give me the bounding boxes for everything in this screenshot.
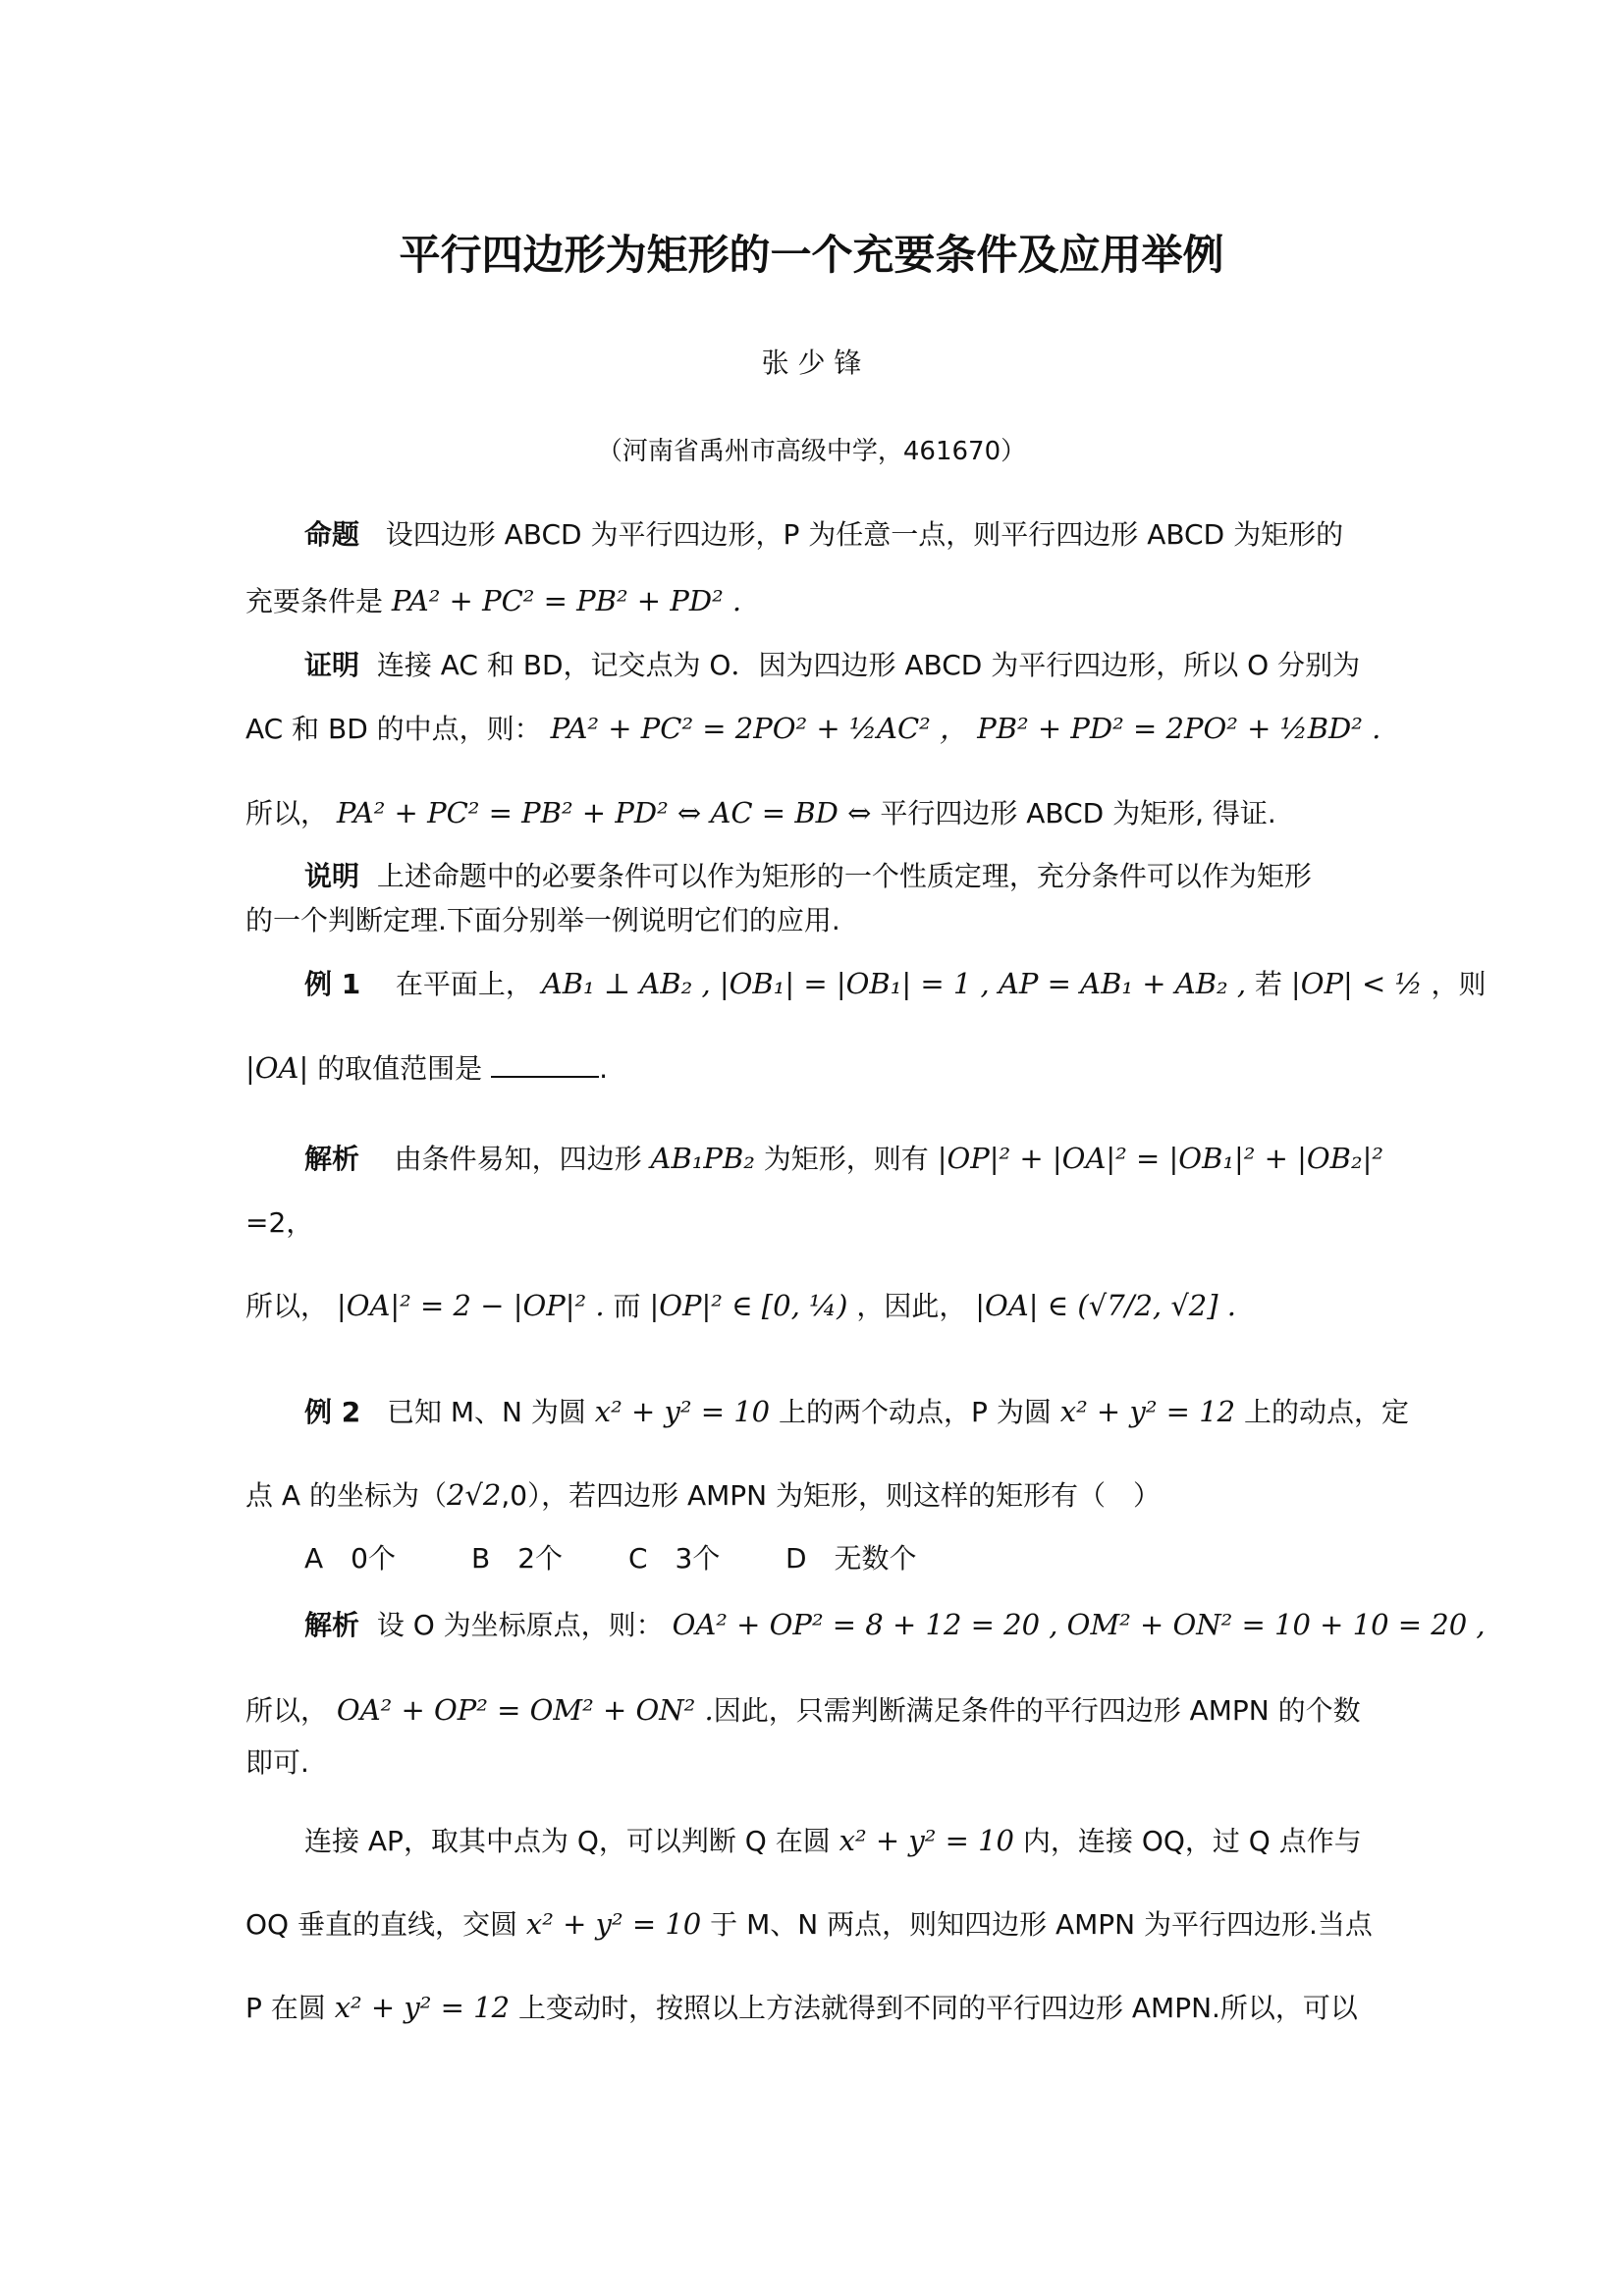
solution1-formula-1a: AB₁PB₂ bbox=[650, 1142, 755, 1175]
solution1-text-3a: 所以， bbox=[245, 1290, 329, 1322]
example1-end: . bbox=[599, 1052, 608, 1085]
example1-label: 例 1 bbox=[304, 968, 361, 1000]
solution2-p3b: 于 M、N 两点，则知四边形 AMPN 为平行四边形.当点 bbox=[710, 1908, 1373, 1941]
solution1-label: 解析 bbox=[304, 1143, 360, 1175]
solution2-p4-formula: x² + y² = 12 bbox=[334, 1991, 511, 2024]
proposition-label: 命题 bbox=[304, 518, 360, 551]
solution1-text-1b: 为矩形，则有 bbox=[763, 1143, 929, 1175]
solution2-para2-line-1 bbox=[304, 1821, 1362, 1861]
solution1-text-3c: ，因此， bbox=[856, 1290, 967, 1322]
note-line-1 bbox=[304, 857, 1312, 896]
note-text-2: 的一个判断定理.下面分别举一例说明它们的应用. bbox=[245, 904, 840, 936]
solution1-text-2: =2， bbox=[245, 1206, 314, 1239]
solution2-text-1a: 设 O 为坐标原点，则： bbox=[376, 1609, 664, 1641]
proof-formula-3: PA² + PC² = PB² + PD² ⇔ AC = BD ⇔ bbox=[336, 796, 872, 829]
proof-line-2 bbox=[245, 709, 1380, 749]
solution2-line-2 bbox=[245, 1690, 1361, 1731]
note-text-1: 上述命题中的必要条件可以作为矩形的一个性质定理，充分条件可以作为矩形 bbox=[376, 860, 1312, 892]
option-d: D 无数个 bbox=[785, 1542, 917, 1575]
example1-formula-2: |OA| bbox=[245, 1051, 309, 1085]
solution1-formula-3b: |OP|² ∈ [0, ¼) bbox=[649, 1289, 848, 1322]
solution2-p2b: 内，连接 OQ，过 Q 点作与 bbox=[1022, 1825, 1362, 1857]
proof-label: 证明 bbox=[304, 649, 360, 681]
example1-formula-1: AB₁ ⊥ AB₂ , |OB₁| = |OB₁| = 1 , AP = AB₁ + AB₂ , bbox=[541, 967, 1247, 1000]
note-label: 说明 bbox=[304, 860, 360, 892]
proof-line-1 bbox=[304, 646, 1360, 685]
proposition-formula: PA² + PC² = PB² + PD² . bbox=[391, 584, 742, 617]
solution1-line-2 bbox=[245, 1203, 313, 1243]
example2-text-2a: 点 A 的坐标为（ bbox=[245, 1479, 447, 1512]
proof-text-3: 所以， bbox=[245, 797, 329, 829]
example1-text-2: 的取值范围是 bbox=[317, 1052, 483, 1085]
example2-label: 例 2 bbox=[304, 1396, 361, 1428]
proposition-line-1 bbox=[304, 515, 1343, 555]
example1-formula-1b: |OP| < ½ bbox=[1290, 967, 1423, 1000]
solution2-p3a: OQ 垂直的直线，交圆 bbox=[245, 1908, 517, 1941]
example2-formula-2: 2√2 bbox=[446, 1478, 502, 1512]
example2-options bbox=[304, 1539, 917, 1578]
solution2-para2-line-3 bbox=[245, 1988, 1358, 2028]
example2-line-1 bbox=[304, 1392, 1409, 1432]
solution1-line-1 bbox=[304, 1139, 1383, 1179]
proposition-text: 设四边形 ABCD 为平行四边形，P 为任意一点，则平行四边形 ABCD 为矩形的 bbox=[385, 518, 1344, 551]
solution2-p4a: P 在圆 bbox=[245, 1992, 326, 2024]
example1-text-1a: 在平面上， bbox=[395, 968, 533, 1000]
solution2-p3-formula: x² + y² = 10 bbox=[525, 1907, 702, 1941]
example1-line-1 bbox=[304, 964, 1487, 1004]
proof-text-2: AC 和 BD 的中点，则： bbox=[245, 713, 542, 745]
solution2-text-2a: 所以， bbox=[245, 1694, 329, 1727]
solution2-label: 解析 bbox=[304, 1609, 360, 1641]
author: 张 少 锋 bbox=[761, 347, 862, 379]
example2-text-1a: 已知 M、N 为圆 bbox=[386, 1396, 586, 1428]
solution1-text-1a: 由条件易知，四边形 bbox=[394, 1143, 642, 1175]
solution2-p2-formula: x² + y² = 10 bbox=[839, 1824, 1015, 1857]
note-line-2 bbox=[245, 901, 840, 940]
option-c: C 3个 bbox=[628, 1542, 721, 1575]
page-title: 平行四边形为矩形的一个充要条件及应用举例 bbox=[399, 231, 1224, 279]
solution1-line-3 bbox=[245, 1286, 1236, 1326]
example2-text-2b: ,0），若四边形 AMPN 为矩形，则这样的矩形有（ ） bbox=[501, 1479, 1162, 1512]
solution1-text-3b: 而 bbox=[613, 1290, 641, 1322]
example2-text-1c: 上的动点，定 bbox=[1244, 1396, 1410, 1428]
solution1-formula-1b: |OP|² + |OA|² = |OB₁|² + |OB₂|² bbox=[937, 1142, 1384, 1175]
solution1-formula-3a: |OA|² = 2 − |OP|² . bbox=[336, 1289, 605, 1322]
solution2-line-3 bbox=[245, 1743, 309, 1783]
answer-blank bbox=[491, 1050, 599, 1078]
example2-line-2 bbox=[245, 1475, 1161, 1516]
proof-formula-2: PA² + PC² = 2PO² + ½AC² ， PB² + PD² = 2PO² + ½BD² . bbox=[550, 712, 1381, 745]
example1-line-2 bbox=[245, 1048, 608, 1089]
option-b: B 2个 bbox=[471, 1542, 564, 1575]
solution1-formula-3c: |OA| ∈ (√7/2, √2] . bbox=[975, 1289, 1237, 1322]
example2-text-1b: 上的两个动点，P 为圆 bbox=[779, 1396, 1052, 1428]
proposition-line-2 bbox=[245, 581, 741, 621]
solution2-line-1 bbox=[304, 1605, 1486, 1645]
proof-text-3b: 平行四边形 ABCD 为矩形, 得证. bbox=[880, 797, 1276, 829]
solution2-p2a: 连接 AP，取其中点为 Q，可以判断 Q 在圆 bbox=[304, 1825, 831, 1857]
example1-text-1b: 若 bbox=[1255, 968, 1283, 1000]
affiliation: （河南省禹州市高级中学，461670） bbox=[596, 437, 1027, 466]
solution2-formula-1: OA² + OP² = 8 + 12 = 20 , OM² + ON² = 10 + 10 = 20 , bbox=[672, 1608, 1486, 1641]
option-a: A 0个 bbox=[304, 1542, 396, 1575]
solution2-para2-line-2 bbox=[245, 1904, 1373, 1945]
solution2-text-2b: 因此，只需判断满足条件的平行四边形 AMPN 的个数 bbox=[713, 1694, 1361, 1727]
solution2-formula-2: OA² + OP² = OM² + ON² . bbox=[336, 1693, 714, 1727]
proof-line-3 bbox=[245, 793, 1276, 833]
solution2-p4b: 上变动时，按照以上方法就得到不同的平行四边形 AMPN.所以，可以 bbox=[517, 1992, 1358, 2024]
proposition-text-2: 充要条件是 bbox=[245, 585, 384, 617]
example2-formula-1a: x² + y² = 10 bbox=[594, 1395, 771, 1428]
example1-text-1c: ，则 bbox=[1431, 968, 1487, 1000]
solution2-text-3: 即可. bbox=[245, 1746, 309, 1779]
example2-formula-1b: x² + y² = 12 bbox=[1059, 1395, 1236, 1428]
proof-text-1: 连接 AC 和 BD，记交点为 O．因为四边形 ABCD 为平行四边形，所以 O 分别为 bbox=[376, 649, 1361, 681]
